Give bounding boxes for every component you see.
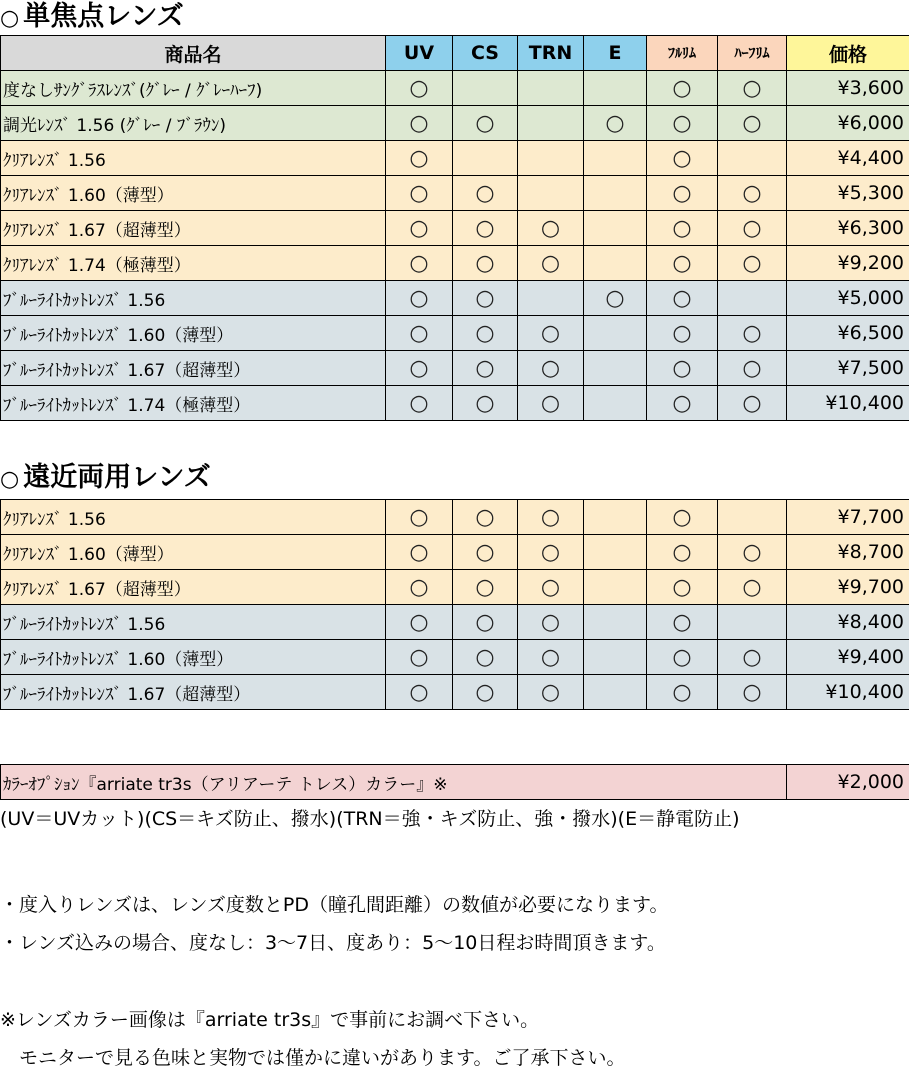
product-name-cell: ｸﾘｱﾚﾝｽﾞ 1.60（薄型） — [1, 535, 386, 570]
feature-mark-full: ○ — [647, 281, 718, 316]
table-row — [1, 106, 909, 141]
feature-mark-trn: ○ — [518, 211, 584, 246]
product-name-cell: ﾌﾞﾙｰﾗｲﾄｶｯﾄﾚﾝｽﾞ 1.67（超薄型） — [1, 351, 386, 386]
feature-mark-e — [584, 675, 647, 710]
feature-mark-trn: ○ — [518, 675, 584, 710]
price-cell: ¥5,300 — [787, 176, 909, 211]
price-cell: ¥10,400 — [787, 386, 909, 421]
feature-mark-half: ○ — [718, 176, 787, 211]
section-marker: ○ — [0, 467, 20, 492]
feature-mark-full: ○ — [647, 500, 718, 535]
color-option-table — [0, 764, 909, 800]
color-option-price: ¥2,000 — [787, 765, 909, 800]
coating-legend: (UV＝UVカット)(CS＝キズ防止、撥水)(TRN＝強・キズ防止、強・撥水)(E＝静電防止) — [0, 808, 740, 830]
feature-mark-half: ○ — [718, 351, 787, 386]
price-cell: ¥3,600 — [787, 71, 909, 106]
product-name-cell: ﾌﾞﾙｰﾗｲﾄｶｯﾄﾚﾝｽﾞ 1.67（超薄型） — [1, 675, 386, 710]
feature-mark-uv: ○ — [386, 535, 453, 570]
feature-mark-uv: ○ — [386, 500, 453, 535]
table-row — [1, 500, 909, 535]
product-name-cell: ｸﾘｱﾚﾝｽﾞ 1.67（超薄型） — [1, 570, 386, 605]
product-name-cell: ｸﾘｱﾚﾝｽﾞ 1.67（超薄型） — [1, 211, 386, 246]
feature-mark-full: ○ — [647, 176, 718, 211]
feature-mark-e — [584, 71, 647, 106]
feature-mark-half — [718, 141, 787, 176]
progressive-lens-table — [0, 499, 909, 710]
header-product-name: 商品名 — [1, 36, 386, 71]
feature-mark-full: ○ — [647, 141, 718, 176]
feature-mark-half — [718, 281, 787, 316]
feature-mark-half: ○ — [718, 211, 787, 246]
feature-mark-cs — [453, 141, 518, 176]
feature-mark-trn: ○ — [518, 316, 584, 351]
feature-mark-e — [584, 386, 647, 421]
price-cell: ¥4,400 — [787, 141, 909, 176]
feature-mark-uv: ○ — [386, 570, 453, 605]
feature-mark-e — [584, 211, 647, 246]
feature-mark-half: ○ — [718, 386, 787, 421]
footnote-color-difference: モニターで見る色味と実物では僅かに違いがあります。ご了承下さい。 — [0, 1047, 626, 1069]
feature-mark-full: ○ — [647, 640, 718, 675]
feature-mark-e — [584, 351, 647, 386]
feature-mark-cs: ○ — [453, 500, 518, 535]
single-focus-lens-table — [0, 35, 909, 421]
note-lead-time: ・レンズ込みの場合、度なし：3〜7日、度あり：5〜10日程お時間頂きます。 — [0, 932, 666, 954]
feature-mark-half: ○ — [718, 246, 787, 281]
header-full-rim: ﾌﾙﾘﾑ — [647, 36, 718, 71]
section-title-text: 単焦点レンズ — [23, 1, 184, 32]
header-price: 価格 — [787, 36, 909, 71]
table-row — [1, 535, 909, 570]
price-cell: ¥5,000 — [787, 281, 909, 316]
feature-mark-full: ○ — [647, 316, 718, 351]
feature-mark-uv: ○ — [386, 675, 453, 710]
feature-mark-cs — [453, 71, 518, 106]
price-cell: ¥8,700 — [787, 535, 909, 570]
feature-mark-half: ○ — [718, 570, 787, 605]
feature-mark-half: ○ — [718, 71, 787, 106]
table-row — [1, 386, 909, 421]
section-marker: ○ — [0, 6, 20, 31]
feature-mark-trn: ○ — [518, 500, 584, 535]
feature-mark-trn — [518, 141, 584, 176]
feature-mark-e — [584, 570, 647, 605]
feature-mark-cs: ○ — [453, 316, 518, 351]
feature-mark-trn: ○ — [518, 605, 584, 640]
product-name-cell: ｸﾘｱﾚﾝｽﾞ 1.60（薄型） — [1, 176, 386, 211]
feature-mark-uv: ○ — [386, 246, 453, 281]
feature-mark-half: ○ — [718, 106, 787, 141]
feature-mark-full: ○ — [647, 570, 718, 605]
feature-mark-uv: ○ — [386, 281, 453, 316]
table-row — [1, 141, 909, 176]
feature-mark-cs: ○ — [453, 106, 518, 141]
color-option-row — [1, 765, 909, 800]
feature-mark-full: ○ — [647, 535, 718, 570]
feature-mark-uv: ○ — [386, 71, 453, 106]
product-name-cell: ﾌﾞﾙｰﾗｲﾄｶｯﾄﾚﾝｽﾞ 1.56 — [1, 281, 386, 316]
product-name-cell: ﾌﾞﾙｰﾗｲﾄｶｯﾄﾚﾝｽﾞ 1.60（薄型） — [1, 316, 386, 351]
product-name-cell: ﾌﾞﾙｰﾗｲﾄｶｯﾄﾚﾝｽﾞ 1.74（極薄型） — [1, 386, 386, 421]
feature-mark-uv: ○ — [386, 211, 453, 246]
feature-mark-e: ○ — [584, 281, 647, 316]
table-row — [1, 281, 909, 316]
feature-mark-cs: ○ — [453, 246, 518, 281]
feature-mark-full: ○ — [647, 246, 718, 281]
table-row — [1, 570, 909, 605]
feature-mark-cs: ○ — [453, 386, 518, 421]
feature-mark-uv: ○ — [386, 141, 453, 176]
header-cs: CS — [453, 36, 518, 71]
feature-mark-full: ○ — [647, 675, 718, 710]
feature-mark-uv: ○ — [386, 316, 453, 351]
feature-mark-trn: ○ — [518, 351, 584, 386]
feature-mark-cs: ○ — [453, 675, 518, 710]
feature-mark-e — [584, 535, 647, 570]
feature-mark-full: ○ — [647, 71, 718, 106]
header-e: E — [584, 36, 647, 71]
product-name-cell: ｸﾘｱﾚﾝｽﾞ 1.74（極薄型） — [1, 246, 386, 281]
feature-mark-e — [584, 246, 647, 281]
feature-mark-full: ○ — [647, 386, 718, 421]
feature-mark-e — [584, 316, 647, 351]
product-name-cell: 調光ﾚﾝｽﾞ 1.56 (ｸﾞﾚｰ / ﾌﾞﾗｳﾝ) — [1, 106, 386, 141]
feature-mark-trn — [518, 106, 584, 141]
feature-mark-cs: ○ — [453, 640, 518, 675]
table-row — [1, 176, 909, 211]
feature-mark-e — [584, 141, 647, 176]
feature-mark-half — [718, 500, 787, 535]
feature-mark-e: ○ — [584, 106, 647, 141]
feature-mark-trn: ○ — [518, 386, 584, 421]
feature-mark-uv: ○ — [386, 386, 453, 421]
table-row — [1, 675, 909, 710]
price-cell: ¥10,400 — [787, 675, 909, 710]
feature-mark-cs: ○ — [453, 211, 518, 246]
table-row — [1, 605, 909, 640]
feature-mark-trn: ○ — [518, 640, 584, 675]
feature-mark-cs: ○ — [453, 535, 518, 570]
feature-mark-e — [584, 500, 647, 535]
feature-mark-cs: ○ — [453, 281, 518, 316]
product-name-cell: ｸﾘｱﾚﾝｽﾞ 1.56 — [1, 500, 386, 535]
feature-mark-cs: ○ — [453, 176, 518, 211]
price-cell: ¥6,500 — [787, 316, 909, 351]
feature-mark-cs: ○ — [453, 570, 518, 605]
table-row — [1, 351, 909, 386]
price-cell: ¥8,400 — [787, 605, 909, 640]
feature-mark-full: ○ — [647, 106, 718, 141]
feature-mark-trn: ○ — [518, 246, 584, 281]
section-title-progressive — [0, 458, 211, 498]
footnote-color-check: ※レンズカラー画像は『arriate tr3s』で事前にお調べ下さい。 — [0, 1009, 540, 1031]
price-cell: ¥9,700 — [787, 570, 909, 605]
feature-mark-e — [584, 640, 647, 675]
note-prescription: ・度入りレンズは、レンズ度数とPD（瞳孔間距離）の数値が必要になります。 — [0, 894, 669, 916]
header-trn: TRN — [518, 36, 584, 71]
header-half-rim: ﾊｰﾌﾘﾑ — [718, 36, 787, 71]
feature-mark-half — [718, 605, 787, 640]
feature-mark-half: ○ — [718, 675, 787, 710]
section-title-text: 遠近両用レンズ — [23, 462, 211, 493]
feature-mark-trn — [518, 176, 584, 211]
table-row — [1, 640, 909, 675]
feature-mark-trn: ○ — [518, 535, 584, 570]
feature-mark-full: ○ — [647, 351, 718, 386]
table-row — [1, 316, 909, 351]
feature-mark-uv: ○ — [386, 176, 453, 211]
feature-mark-uv: ○ — [386, 351, 453, 386]
price-cell: ¥9,400 — [787, 640, 909, 675]
product-name-cell: ｸﾘｱﾚﾝｽﾞ 1.56 — [1, 141, 386, 176]
feature-mark-full: ○ — [647, 605, 718, 640]
price-cell: ¥6,000 — [787, 106, 909, 141]
feature-mark-uv: ○ — [386, 106, 453, 141]
price-cell: ¥7,700 — [787, 500, 909, 535]
price-cell: ¥6,300 — [787, 211, 909, 246]
feature-mark-uv: ○ — [386, 605, 453, 640]
feature-mark-e — [584, 605, 647, 640]
feature-mark-half: ○ — [718, 316, 787, 351]
header-uv: UV — [386, 36, 453, 71]
table-row — [1, 71, 909, 106]
table-row — [1, 211, 909, 246]
feature-mark-cs: ○ — [453, 351, 518, 386]
product-name-cell: ﾌﾞﾙｰﾗｲﾄｶｯﾄﾚﾝｽﾞ 1.60（薄型） — [1, 640, 386, 675]
feature-mark-e — [584, 176, 647, 211]
feature-mark-trn — [518, 71, 584, 106]
feature-mark-half: ○ — [718, 640, 787, 675]
price-cell: ¥9,200 — [787, 246, 909, 281]
table-header-row — [1, 36, 909, 71]
feature-mark-cs: ○ — [453, 605, 518, 640]
table-row — [1, 246, 909, 281]
feature-mark-full: ○ — [647, 211, 718, 246]
feature-mark-half: ○ — [718, 535, 787, 570]
price-cell: ¥7,500 — [787, 351, 909, 386]
feature-mark-trn — [518, 281, 584, 316]
product-name-cell: 度なしｻﾝｸﾞﾗｽﾚﾝｽﾞ(ｸﾞﾚｰ / ｸﾞﾚｰﾊｰﾌ) — [1, 71, 386, 106]
feature-mark-trn: ○ — [518, 570, 584, 605]
section-title-single-focus — [0, 0, 184, 37]
feature-mark-uv: ○ — [386, 640, 453, 675]
product-name-cell: ﾌﾞﾙｰﾗｲﾄｶｯﾄﾚﾝｽﾞ 1.56 — [1, 605, 386, 640]
color-option-name: ｶﾗｰｵﾌﾟｼｮﾝ『arriate tr3s（アリアーテ トレス）カラー』※ — [1, 765, 787, 800]
